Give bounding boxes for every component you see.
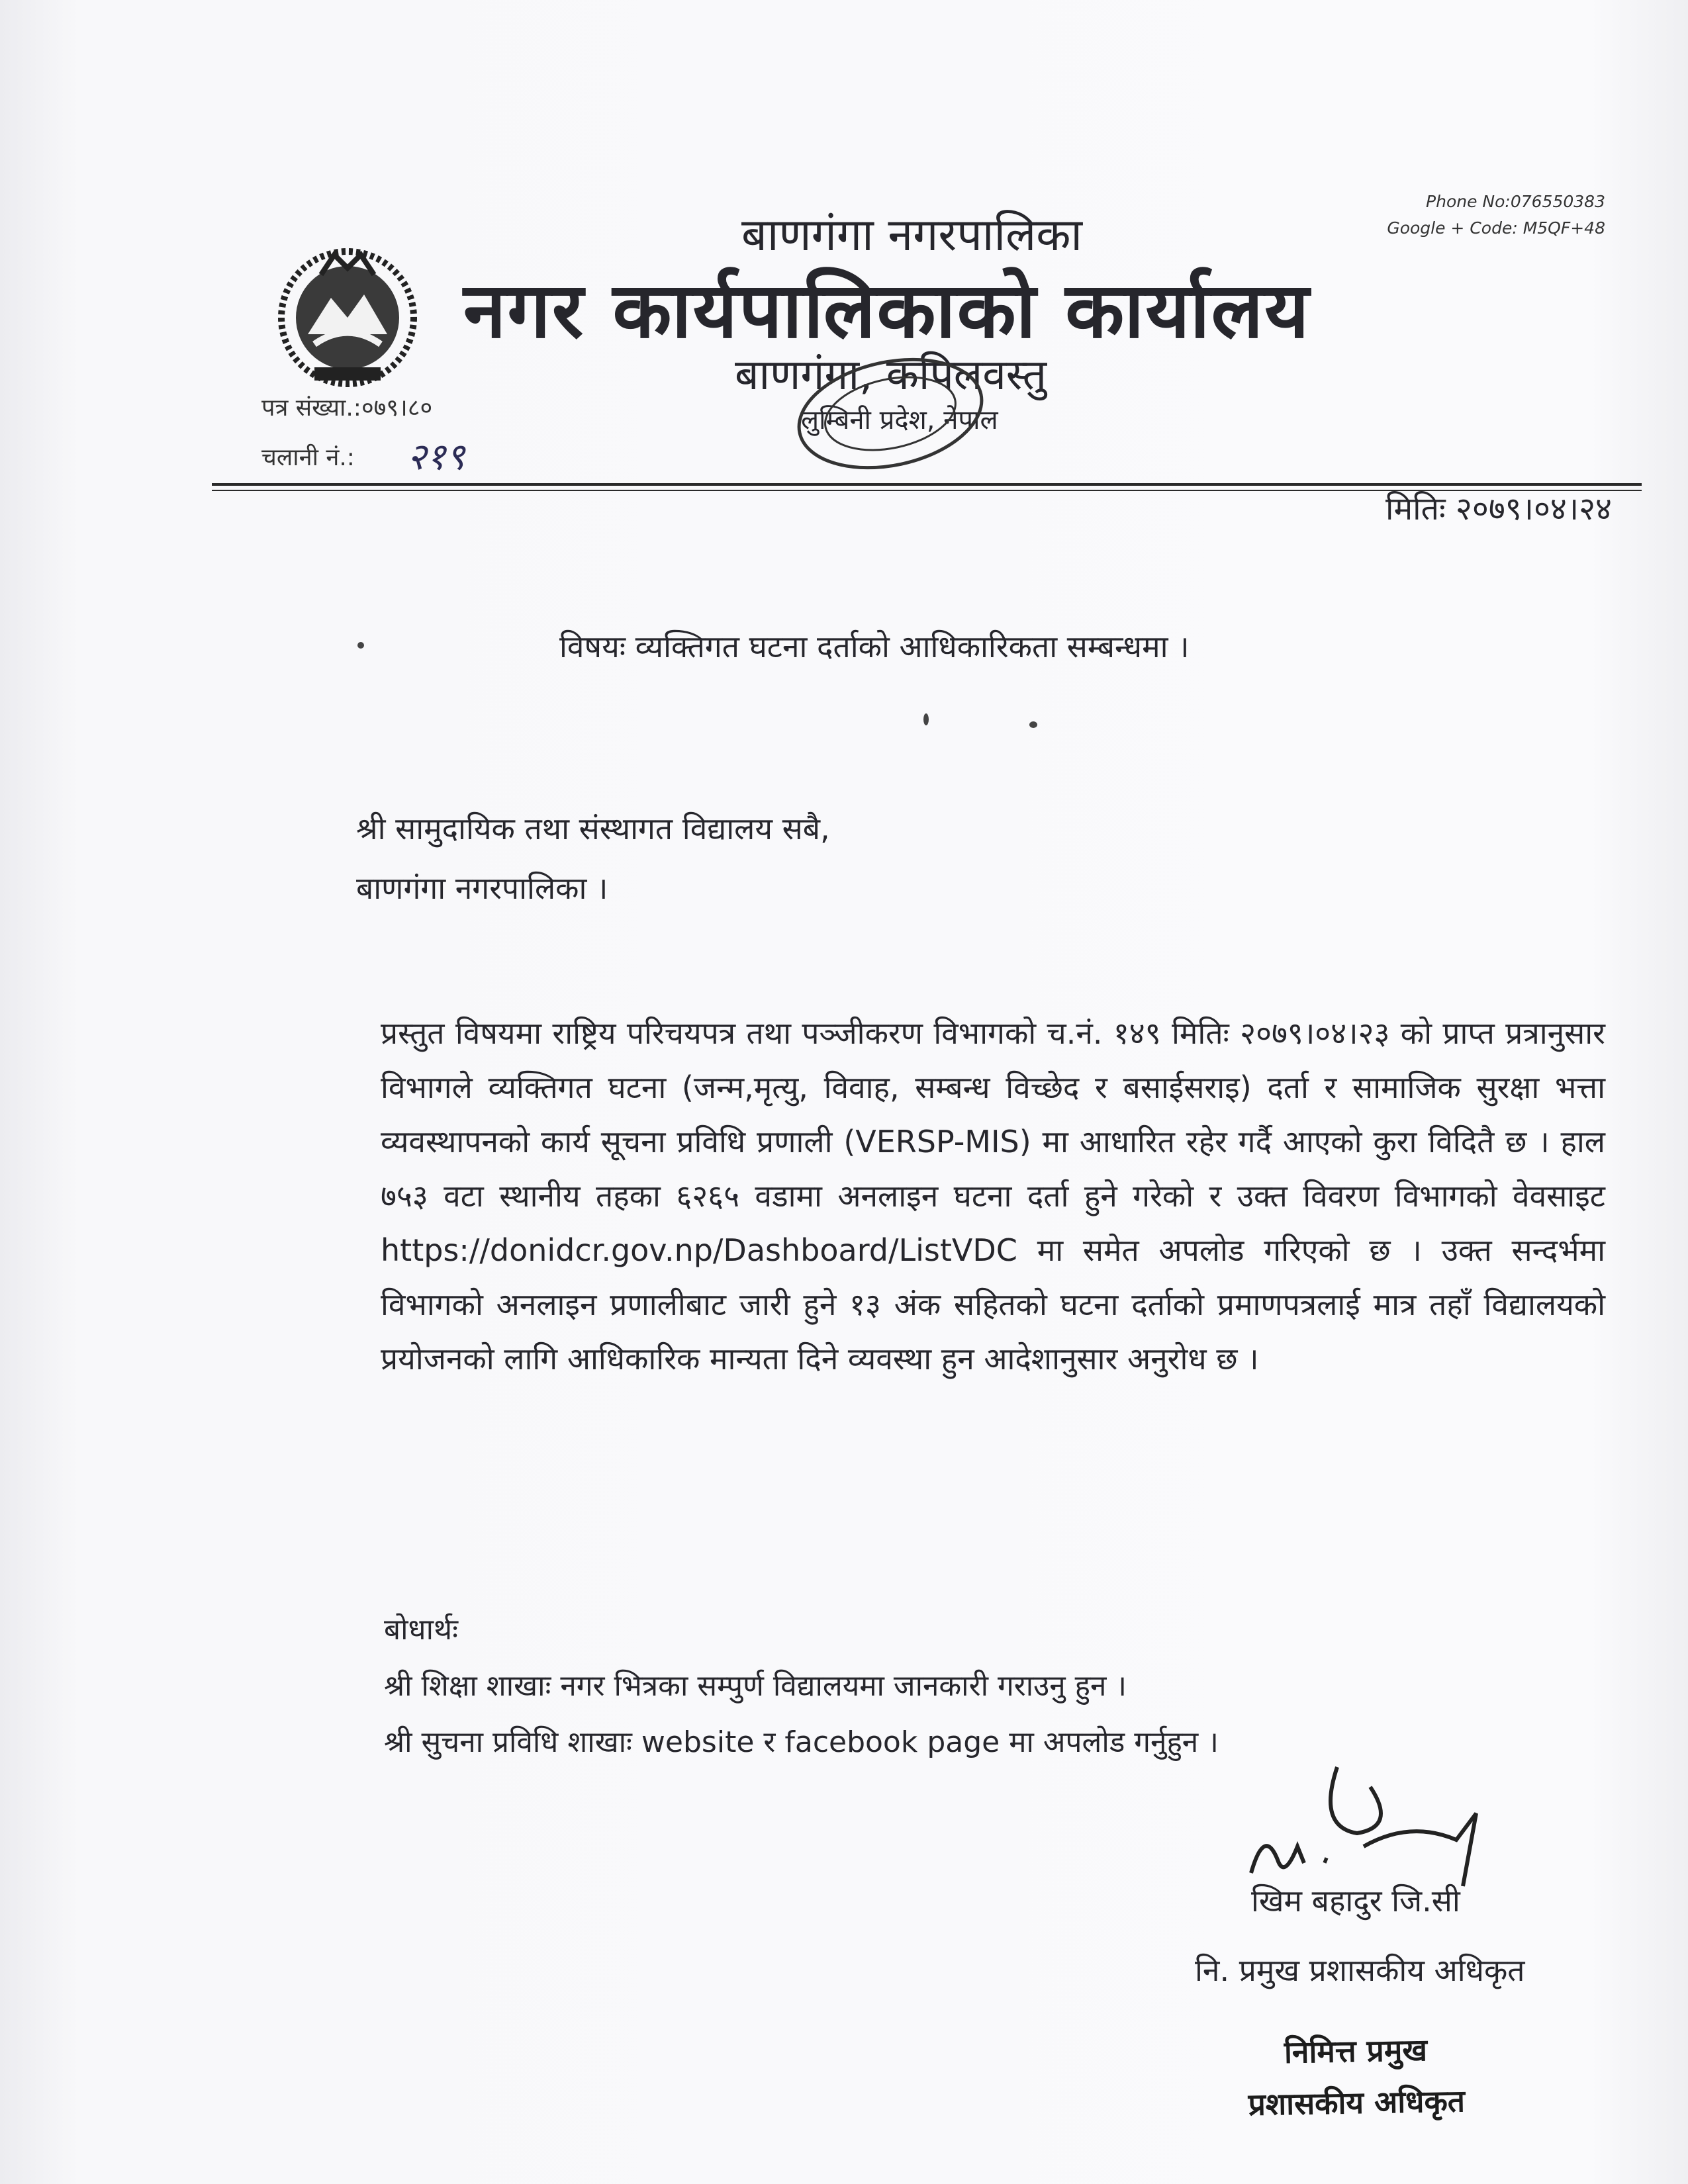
signer-name: खिम बहादुर जि.सी	[1251, 1883, 1460, 1919]
header-divider	[212, 483, 1642, 486]
speck	[357, 642, 364, 649]
cc-label: बोधार्थः	[384, 1613, 458, 1647]
signature-mark	[1238, 1747, 1516, 1899]
reference-number	[261, 390, 432, 423]
google-plus-code: Google + Code: M5QF+48	[1387, 218, 1605, 238]
reference-label: पत्र संख्या.:	[261, 394, 361, 422]
reference-value: ०७९।८०	[361, 394, 433, 422]
letter-subject: विषयः व्यक्तिगत घटना दर्ताको आधिकारिकता सम्बन्धमा ।	[559, 629, 1190, 664]
district-line: बाणगंगा, कपिलवस्तु	[735, 351, 1047, 400]
office-title: नगर कार्यपालिकाको कार्यालय	[463, 266, 1311, 355]
nepal-emblem-icon	[268, 235, 427, 394]
speck	[923, 713, 929, 725]
speck	[1029, 721, 1037, 728]
designation-stamp	[1247, 2023, 1466, 2130]
province-line: लुम्बिनी प्रदेश, नेपाल	[801, 405, 998, 435]
letter-date: मितिः २०७९।०४।२४	[1385, 490, 1612, 527]
addressee-line-2: बाणगंगा नगरपालिका ।	[356, 870, 608, 906]
cc-line-education: श्री शिक्षा शाखाः नगर भित्रका सम्पुर्ण विद्यालयमा जानकारी गराउनु हुन ।	[384, 1669, 1127, 1703]
phone-number: Phone No:076550383	[1426, 192, 1605, 211]
addressee-line-1: श्री सामुदायिक तथा संस्थागत विद्यालय सबै,	[356, 811, 830, 846]
signer-title: नि. प्रमुख प्रशासकीय अधिकृत	[1195, 1952, 1525, 1988]
municipality-name: बाणगंगा नगरपालिका	[741, 209, 1083, 261]
office-seal-icon	[791, 357, 990, 470]
contact-info	[1387, 189, 1605, 242]
dispatch-number: २१९	[407, 435, 465, 478]
letter-body: प्रस्तुत विषयमा राष्ट्रिय परिचयपत्र तथा पञ्जीकरण विभागको च.नं. १४९ मितिः २०७९।०४।२३ को प्राप्त प्रत्रानुसार विभागले व्यक्तिगत घटना (जन्म,मृत्यु, विवाह, सम्बन्ध विच्छेद र बसाईसराइ) दर्ता र सामाजिक सुरक्षा भत्ता व्यवस्थापनको कार्य सूचना प्रविधि प्रणाली (VERSP-MIS) मा आधारित रहेर गर्दै आएको कुरा विदितै छ । हाल ७५३ वटा स्थानीय तहका ६२६५ वडामा अनलाइन घटना दर्ता हुने गरेको र उक्त विवरण विभागको वेवसाइट https://donidcr.gov.np/Dashboard/ListVDC मा समेत अपलोड गरिएको छ । उक्त सन्दर्भमा विभागको अनलाइन प्रणालीबाट जारी हुने १३ अंक सहितको घटना दर्ताको प्रमाणपत्रलाई मात्र तहाँ विद्यालयको प्रयोजनको लागि आधिकारिक मान्यता दिने व्यवस्था हुन आदेशानुसार अनुरोध छ ।	[381, 1015, 1605, 1377]
dispatch-label: चलानी नं.:	[261, 444, 355, 471]
stamp-line-2: प्रशासकीय अधिकृत	[1248, 2083, 1466, 2122]
stamp-line-1: निमित्त प्रमुख	[1284, 2032, 1428, 2070]
cc-line-it: श्री सुचना प्रविधि शाखाः website र facebook page मा अपलोड गर्नुहुन ।	[384, 1725, 1219, 1759]
